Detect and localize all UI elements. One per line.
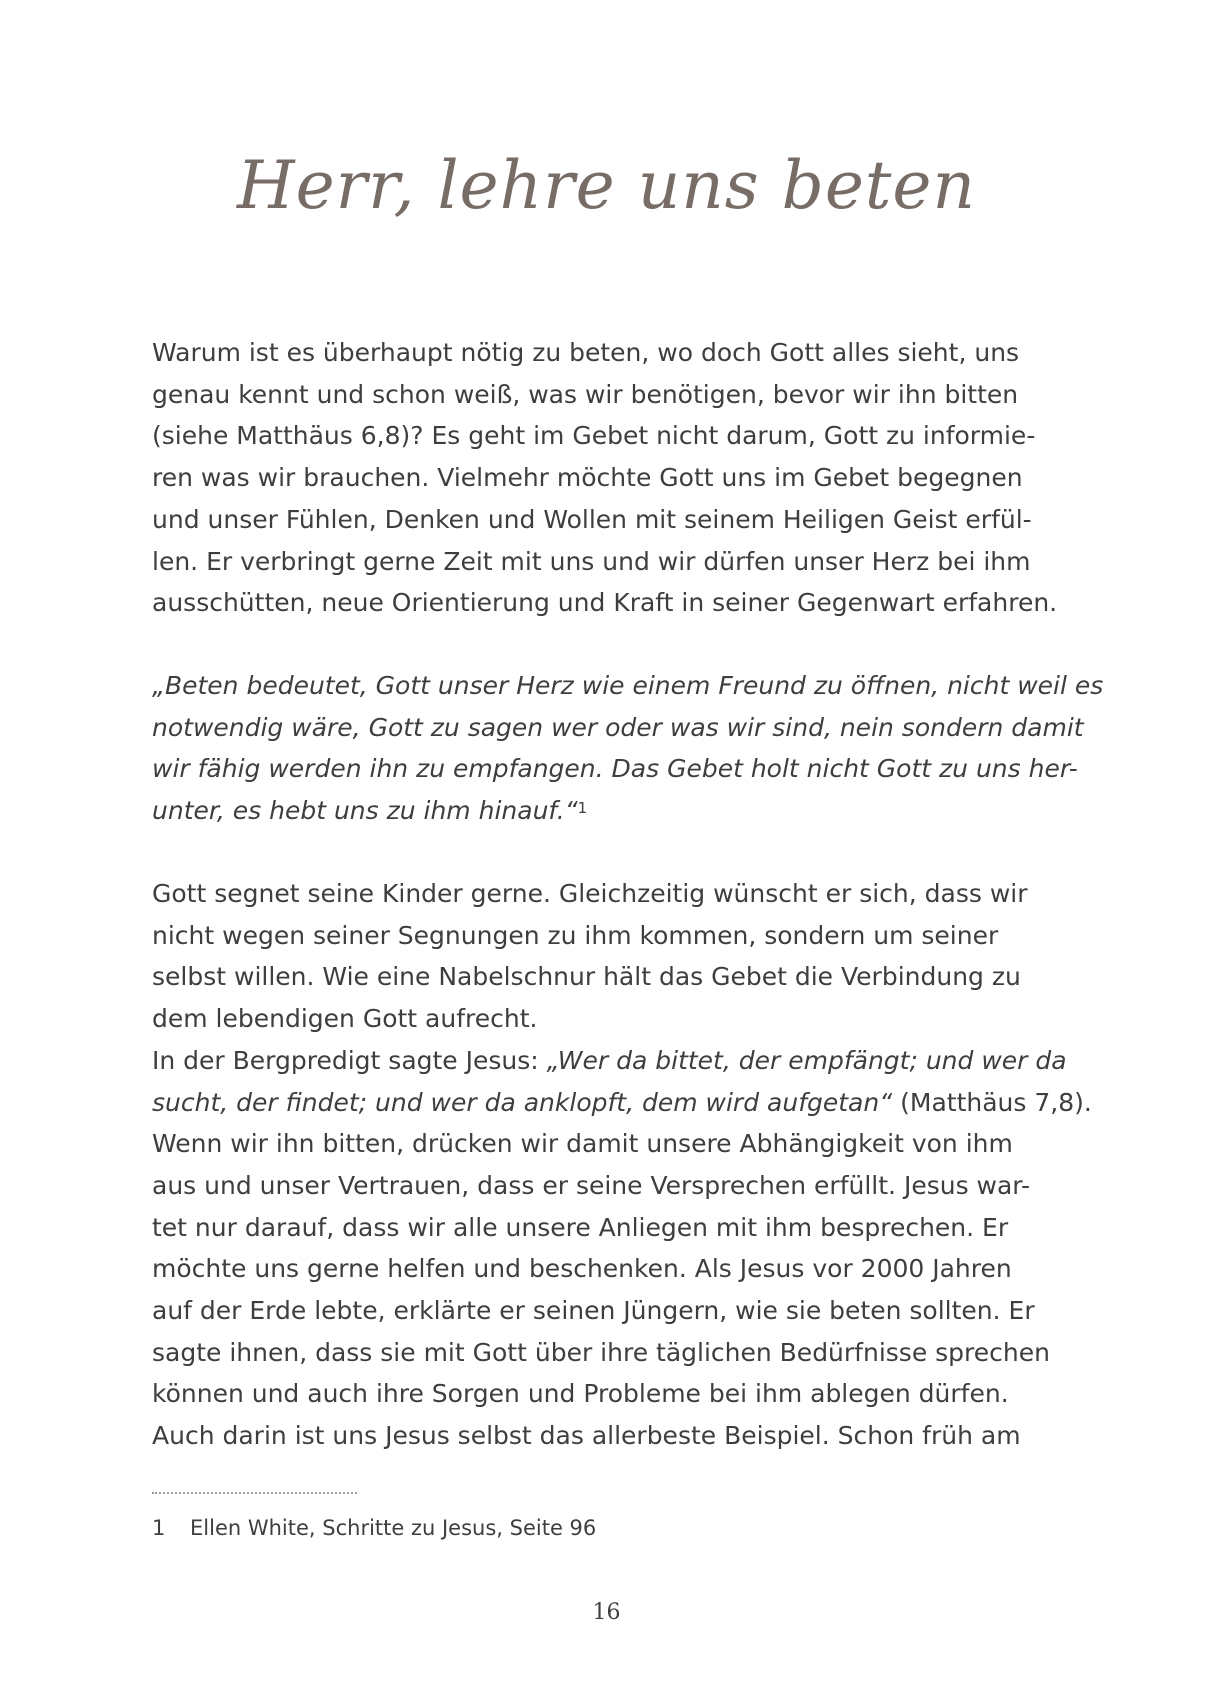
text-line: dem lebendigen Gott aufrecht. [152, 1004, 538, 1034]
text-line: und unser Fühlen, Denken und Wollen mit seinem Heiligen Geist erfül- [152, 504, 1032, 534]
footnote-text: Ellen White, Schritte zu Jesus, Seite 96 [190, 1516, 597, 1540]
text-line: genau kennt und schon weiß, was wir benötigen, bevor wir ihn bitten [152, 379, 1019, 409]
paragraph-intro [152, 332, 1082, 624]
text-line: möchte uns gerne helfen und beschenken. Als Jesus vor 2000 Jahren [152, 1254, 1012, 1284]
text-line: können und auch ihre Sorgen und Probleme bei ihm ablegen dürfen. [152, 1379, 1009, 1409]
text-line: Warum ist es überhaupt nötig zu beten, wo doch Gott alles sieht, uns [152, 338, 1020, 367]
quote-block [152, 665, 1104, 832]
quote-line [152, 790, 1082, 832]
text-line: aus und unser Vertrauen, dass er seine Versprechen erfüllt. Jesus war- [152, 1170, 1031, 1200]
page-title: Herr, lehre uns beten [237, 147, 976, 224]
text-line: len. Er verbringt gerne Zeit mit uns und wir dürfen unser Herz bei ihm [152, 546, 1031, 576]
bergpredigt-quote: sucht, der findet; und wer da anklopft, dem wird aufgetan“ [152, 1087, 893, 1117]
text-line: ausschütten, neue Orientierung und Kraft in seiner Gegenwart erfahren. [152, 588, 1058, 618]
text-line: Gott segnet seine Kinder gerne. Gleichzeitig wünscht er sich, dass wir [152, 879, 1028, 908]
text-line: sagte ihnen, dass sie mit Gott über ihre täglichen Bedürfnisse sprechen [152, 1337, 1050, 1367]
footnote-reference[interactable]: 1 [577, 799, 588, 818]
quote-line: wir fähig werden ihn zu empfangen. Das Gebet holt nicht Gott zu uns her- [152, 754, 1078, 784]
text-line: Auch darin ist uns Jesus selbst das allerbeste Beispiel. Schon früh am [152, 1421, 1021, 1451]
text-line: Wenn wir ihn bitten, drücken wir damit unsere Abhängigkeit von ihm [152, 1129, 1013, 1159]
text-line: tet nur darauf, dass wir alle unsere Anliegen mit ihm besprechen. Er [152, 1212, 1009, 1242]
footnote [152, 1516, 596, 1540]
text-line: (siehe Matthäus 6,8)? Es geht im Gebet nicht darum, Gott zu informie- [152, 421, 1036, 451]
text-line: selbst willen. Wie eine Nabelschnur hält das Gebet die Verbindung zu [152, 962, 1021, 992]
quote-line: „Beten bedeutet, Gott unser Herz wie einem Freund zu öffnen, nicht weil es [152, 671, 1104, 700]
text-line: ren was wir brauchen. Vielmehr möchte Gott uns im Gebet begegnen [152, 463, 1023, 493]
bergpredigt-quote: „Wer da bittet, der empfängt; und wer da [546, 1045, 1067, 1075]
quote-line-text: unter, es hebt uns zu ihm hinauf.“ [152, 796, 578, 826]
bergpredigt-intro: In der Bergpredigt sagte Jesus: [152, 1045, 547, 1075]
text-line [152, 1082, 1092, 1124]
footnote-number: 1 [152, 1516, 166, 1540]
text-line: nicht wegen seiner Segnungen zu ihm kommen, sondern um seiner [152, 920, 999, 950]
footnote-divider [152, 1492, 357, 1494]
bible-reference: (Matthäus 7,8). [892, 1087, 1092, 1117]
paragraph-main [152, 873, 1092, 1457]
text-line [152, 1040, 1082, 1082]
quote-line: notwendig wäre, Gott zu sagen wer oder was wir sind, nein sondern damit [152, 712, 1084, 742]
text-line: auf der Erde lebte, erklärte er seinen Jüngern, wie sie beten sollten. Er [152, 1296, 1035, 1326]
page-number: 16 [592, 1600, 621, 1625]
